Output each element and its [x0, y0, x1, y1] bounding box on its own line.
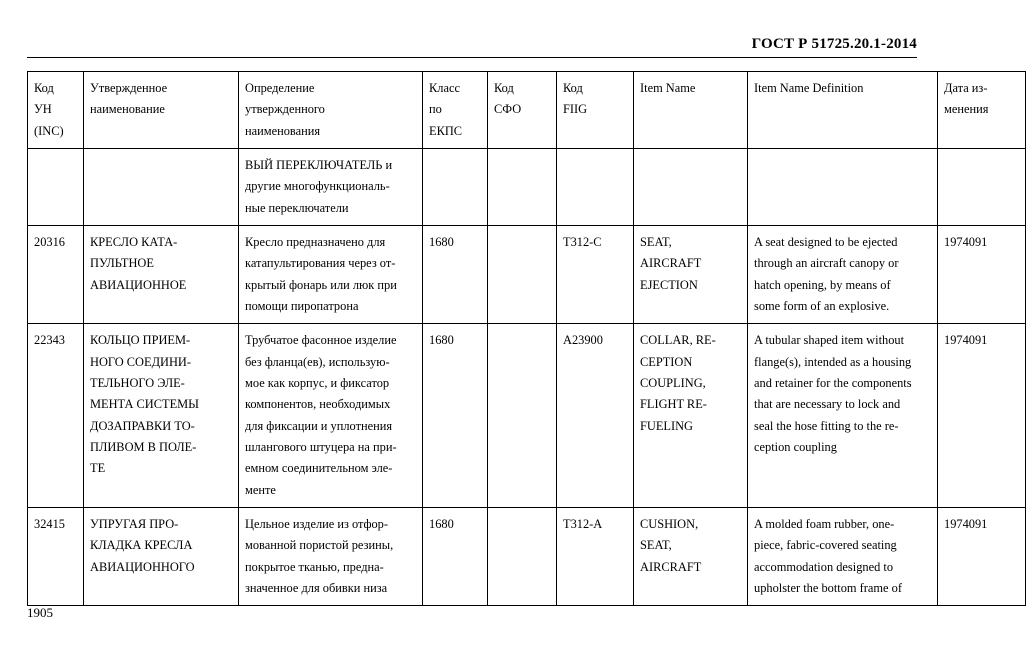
table-body — [28, 148, 1026, 605]
cell-change-date — [938, 148, 1026, 225]
column-header-definition: Определение утвержденного наименования — [239, 72, 423, 149]
column-header-item-name-definition: Item Name Definition — [748, 72, 938, 149]
table-row — [28, 507, 1026, 605]
cell-item-name-definition — [748, 148, 938, 225]
cell-definition: ВЫЙ ПЕРЕКЛЮЧАТЕЛЬ и другие многофункциональ- ные переключатели — [239, 148, 423, 225]
cell-approved-name: УПРУГАЯ ПРО- КЛАДКА КРЕСЛА АВИАЦИОННОГО — [84, 507, 239, 605]
cell-sfo-code — [488, 148, 557, 225]
column-header-ekps-class: Класс по ЕКПС — [423, 72, 488, 149]
cell-ekps-class — [423, 148, 488, 225]
cell-item-name-definition: A seat designed to be ejected through an aircraft canopy or hatch opening, by means of some form of an explosive. — [748, 225, 938, 323]
cell-inc: 32415 — [28, 507, 84, 605]
column-header-sfo-code: Код СФО — [488, 72, 557, 149]
standard-title: ГОСТ Р 51725.20.1-2014 — [751, 36, 917, 52]
cell-item-name: CUSHION, SEAT, AIRCRAFT — [634, 507, 748, 605]
cell-approved-name — [84, 148, 239, 225]
header-divider — [27, 57, 917, 58]
cell-fiig-code — [557, 148, 634, 225]
cell-sfo-code — [488, 225, 557, 323]
cell-ekps-class: 1680 — [423, 507, 488, 605]
cell-approved-name: КОЛЬЦО ПРИЕМ- НОГО СОЕДИНИ- ТЕЛЬНОГО ЭЛЕ- МЕНТА СИСТЕМЫ ДОЗАПРАВКИ ТО- ПЛИВОМ В ПОЛЕ- ТЕ — [84, 324, 239, 508]
cell-change-date: 1974091 — [938, 225, 1026, 323]
table-header — [28, 72, 1026, 149]
cell-ekps-class: 1680 — [423, 324, 488, 508]
cell-item-name — [634, 148, 748, 225]
cell-definition: Цельное изделие из отфор- мованной пористой резины, покрытое тканью, предна- значенное для обивки низа — [239, 507, 423, 605]
table-row — [28, 148, 1026, 225]
cell-fiig-code: A23900 — [557, 324, 634, 508]
column-header-fiig-code: Код FIIG — [557, 72, 634, 149]
table-header-row — [28, 72, 1026, 149]
cell-item-name-definition: A molded foam rubber, one- piece, fabric-covered seating accommodation designed to upholster the bottom frame of — [748, 507, 938, 605]
cell-change-date: 1974091 — [938, 507, 1026, 605]
cell-definition: Кресло предназначено для катапультирования через от- крытый фонарь или люк при помощи пиропатрона — [239, 225, 423, 323]
cell-fiig-code: T312-A — [557, 507, 634, 605]
cell-inc: 22343 — [28, 324, 84, 508]
column-header-inc: Код УН (INC) — [28, 72, 84, 149]
column-header-item-name: Item Name — [634, 72, 748, 149]
cell-ekps-class: 1680 — [423, 225, 488, 323]
table-row — [28, 324, 1026, 508]
column-header-change-date: Дата из- менения — [938, 72, 1026, 149]
cell-sfo-code — [488, 507, 557, 605]
cell-item-name-definition: A tubular shaped item without flange(s), intended as a housing and retainer for the components that are necessary to lock and seal the hose fitting to the re- ception coupling — [748, 324, 938, 508]
cell-inc: 20316 — [28, 225, 84, 323]
column-header-approved-name: Утвержденное наименование — [84, 72, 239, 149]
page-number: 1905 — [27, 605, 53, 620]
cell-item-name: SEAT, AIRCRAFT EJECTION — [634, 225, 748, 323]
cell-definition: Трубчатое фасонное изделие без фланца(ев), использую- мое как корпус, и фиксатор компонентов, необходимых для фиксации и уплотнения шлангового штуцера на при- емном соединительном эле- менте — [239, 324, 423, 508]
cell-item-name: COLLAR, RE- CEPTION COUPLING, FLIGHT RE- FUELING — [634, 324, 748, 508]
cell-sfo-code — [488, 324, 557, 508]
cell-approved-name: КРЕСЛО КАТА- ПУЛЬТНОЕ АВИАЦИОННОЕ — [84, 225, 239, 323]
cell-inc — [28, 148, 84, 225]
cell-fiig-code: T312-C — [557, 225, 634, 323]
cell-change-date: 1974091 — [938, 324, 1026, 508]
inc-nomenclature-table — [27, 71, 1026, 606]
table-row — [28, 225, 1026, 323]
